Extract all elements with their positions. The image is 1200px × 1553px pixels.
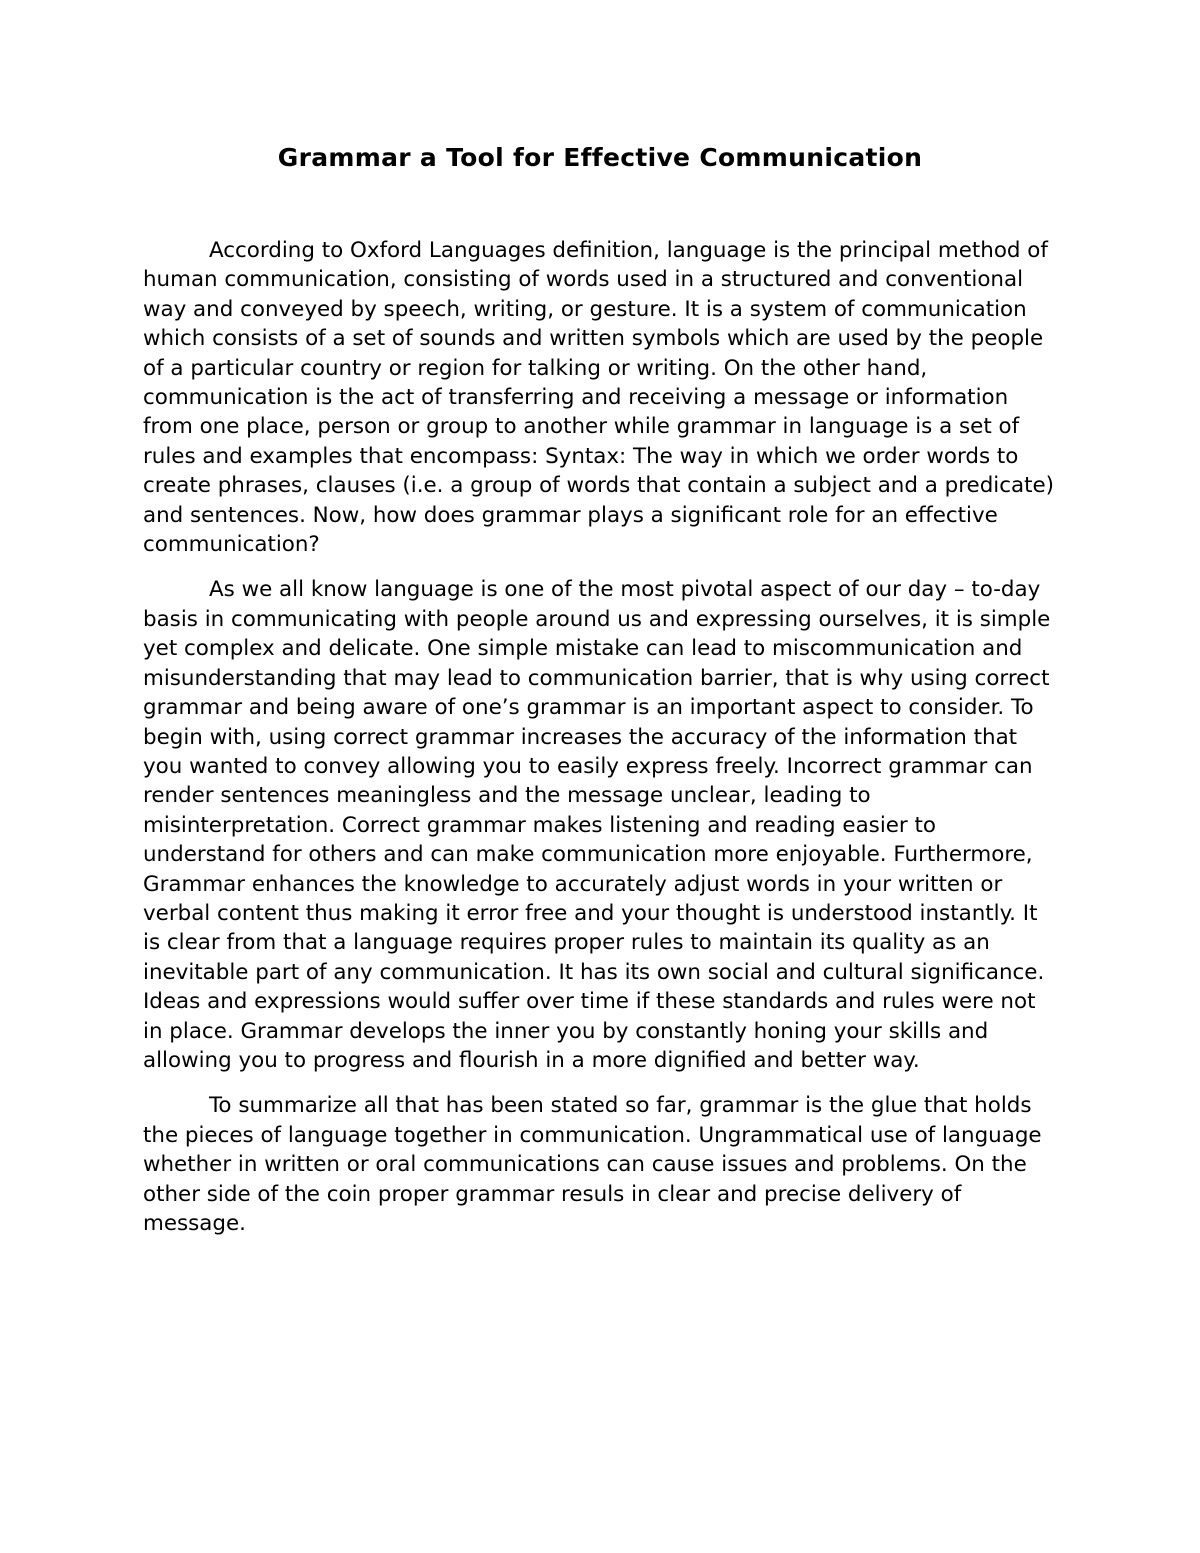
paragraph-summary: To summarize all that has been stated so far, grammar is the glue that holds the pieces of language together in communication. Ungrammatical use of language whether in written or oral communications can cause issues and problems. On the other side of the coin proper grammar resuls in clear and precise delivery of message. (143, 1093, 1042, 1236)
document-title: Grammar a Tool for Effective Communication (277, 143, 923, 172)
paragraph-introduction: According to Oxford Languages definition, language is the principal method of human communication, consisting of words used in a structured and conventional way and conveyed by speech, writing, or gesture. It is a system of communication which consists of a set of sounds and written symbols which are used by the people of a particular country or region for talking or writing. On the other hand, communication is the act of transferring and receiving a message or information from one place, person or group to another while grammar in language is a set of rules and examples that encompass: Syntax: The way in which we order words to create phrases, clauses (i.e. a group of words that contain a subject and a predicate) and sentences. Now, how does grammar plays a significant role for an effective communication? (143, 238, 1054, 558)
paragraph-importance: As we all know language is one of the most pivotal aspect of our day – to-day basis in communicating with people around us and expressing ourselves, it is simple yet complex and delicate. One simple mistake can lead to miscommunication and misunderstanding that may lead to communication barrier, that is why using correct grammar and being aware of one’s grammar is an important aspect to consider. To begin with, using correct grammar increases the accuracy of the information that you wanted to convey allowing you to easily express freely. Incorrect grammar can render sentences meaningless and the message unclear, leading to misinterpretation. Correct grammar makes listening and reading easier to understand for others and can make communication more enjoyable. Furthermore, Grammar enhances the knowledge to accurately adjust words in your written or verbal content thus making it error free and your thought is understood instantly. It is clear from that a language requires proper rules to maintain its quality as an inevitable part of any communication. It has its own social and cultural significance. Ideas and expressions would suffer over time if these standards and rules were not in place. Grammar develops the inner you by constantly honing your skills and allowing you to progress and flourish in a more dignified and better way. (143, 577, 1051, 1073)
document-body (143, 236, 1061, 1254)
